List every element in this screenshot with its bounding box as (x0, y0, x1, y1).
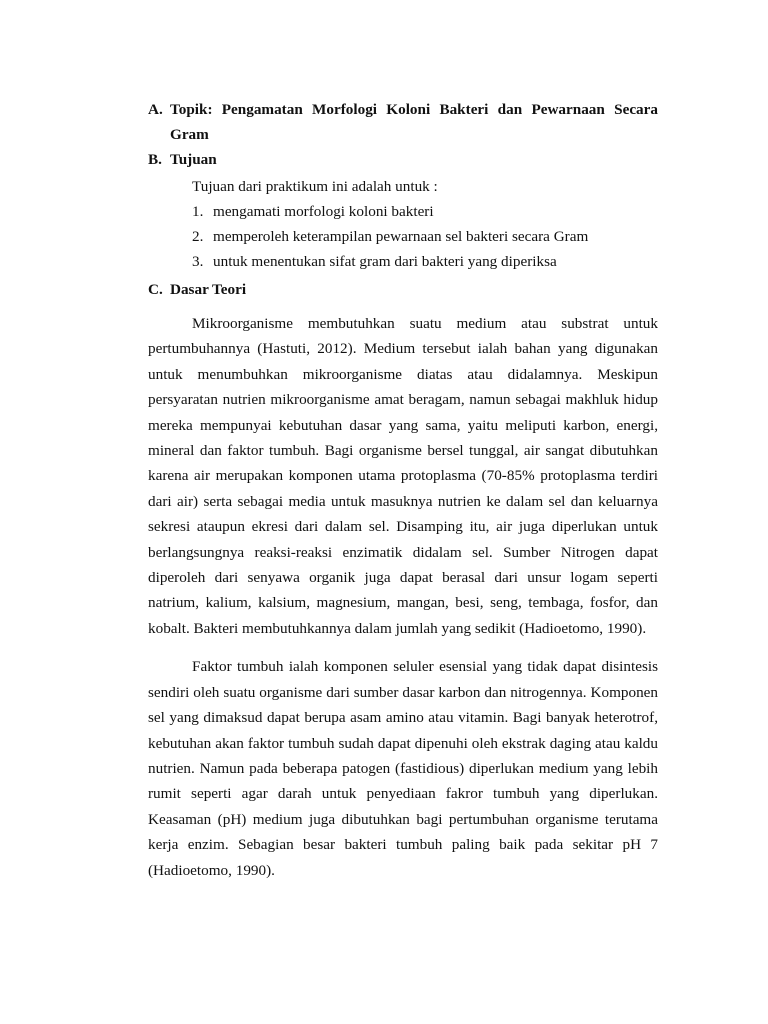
section-c-heading (148, 277, 658, 302)
section-c-title: Dasar Teori (170, 281, 247, 298)
section-a-title-line2: Gram (170, 126, 209, 143)
objectives-list (192, 199, 658, 274)
section-b-letter: B. (148, 151, 162, 168)
section-b-heading (148, 147, 658, 172)
objective-item (192, 249, 658, 274)
section-c-letter: C. (148, 281, 163, 298)
objectives-intro: Tujuan dari praktikum ini adalah untuk : (192, 178, 438, 195)
section-a-heading (148, 97, 658, 147)
objective-number: 3. (192, 253, 204, 270)
section-b-body (148, 174, 658, 274)
objective-item (192, 199, 658, 224)
objective-text: mengamati morfologi koloni bakteri (213, 203, 434, 220)
section-b-title: Tujuan (170, 151, 217, 168)
section-a-title (170, 97, 658, 147)
objective-text: untuk menentukan sifat gram dari bakteri yang diperiksa (213, 253, 557, 270)
theory-paragraph-1: Mikroorganisme membutuhkan suatu medium atau substrat untuk pertumbuhannya (Hastuti, 2012). Medium tersebut ialah bahan yang digunakan untuk menumbuhkan mikroorganisme diatas atau didalamnya. Meskipun persyaratan nutrien mikroorganisme amat beragam, namun sebagai makhluk hidup mereka mempunyai kebutuhan dasar yang sama, yaitu meliputi karbon, energi, mineral dan faktor tumbuh. Bagi organisme bersel tunggal, air sangat dibutuhkan karena air merupakan komponen utama protoplasma (70-85% protoplasma terdiri dari air) serta sebagai media untuk masuknya nutrien ke dalam sel dan keluarnya sekresi ataupun ekresi dari dalam sel. Disamping itu, air juga diperlukan untuk berlangsungnya reaksi-reaksi enzimatik didalam sel. Sumber Nitrogen dapat diperoleh dari senyawa organik juga dapat berasal dari unsur logam seperti natrium, kalium, kalsium, magnesium, mangan, besi, seng, tembaga, fosfor, dan kobalt. Bakteri membutuhkannya dalam jumlah yang sedikit (Hadioetomo, 1990). (148, 315, 658, 637)
document-body (148, 97, 658, 883)
objective-item (192, 224, 658, 249)
section-a-letter: A. (148, 101, 163, 118)
section-a-title-line1: Topik: Pengamatan Morfologi Koloni Bakteri dan Pewarnaan Secara (170, 101, 658, 118)
objective-number: 1. (192, 203, 204, 220)
objective-text: memperoleh keterampilan pewarnaan sel bakteri secara Gram (213, 228, 589, 245)
theory-paragraph-2: Faktor tumbuh ialah komponen seluler esensial yang tidak dapat disintesis sendiri oleh suatu organisme dari sumber dasar karbon dan nitrogennya. Komponen sel yang dimaksud dapat berupa asam amino atau vitamin. Bagi banyak heterotrof, kebutuhan akan faktor tumbuh sudah dapat dipenuhi oleh ekstrak daging atau kaldu nutrien. Namun pada beberapa patogen (fastidious) diperlukan medium yang lebih rumit seperti agar darah untuk penyediaan fakror tumbuh yang diperlukan. Keasaman (pH) medium juga dibutuhkan bagi pertumbuhan organisme terutama kerja enzim. Sebagian besar bakteri tumbuh paling baik pada sekitar pH 7 (Hadioetomo, 1990). (148, 658, 658, 879)
objective-number: 2. (192, 228, 204, 245)
